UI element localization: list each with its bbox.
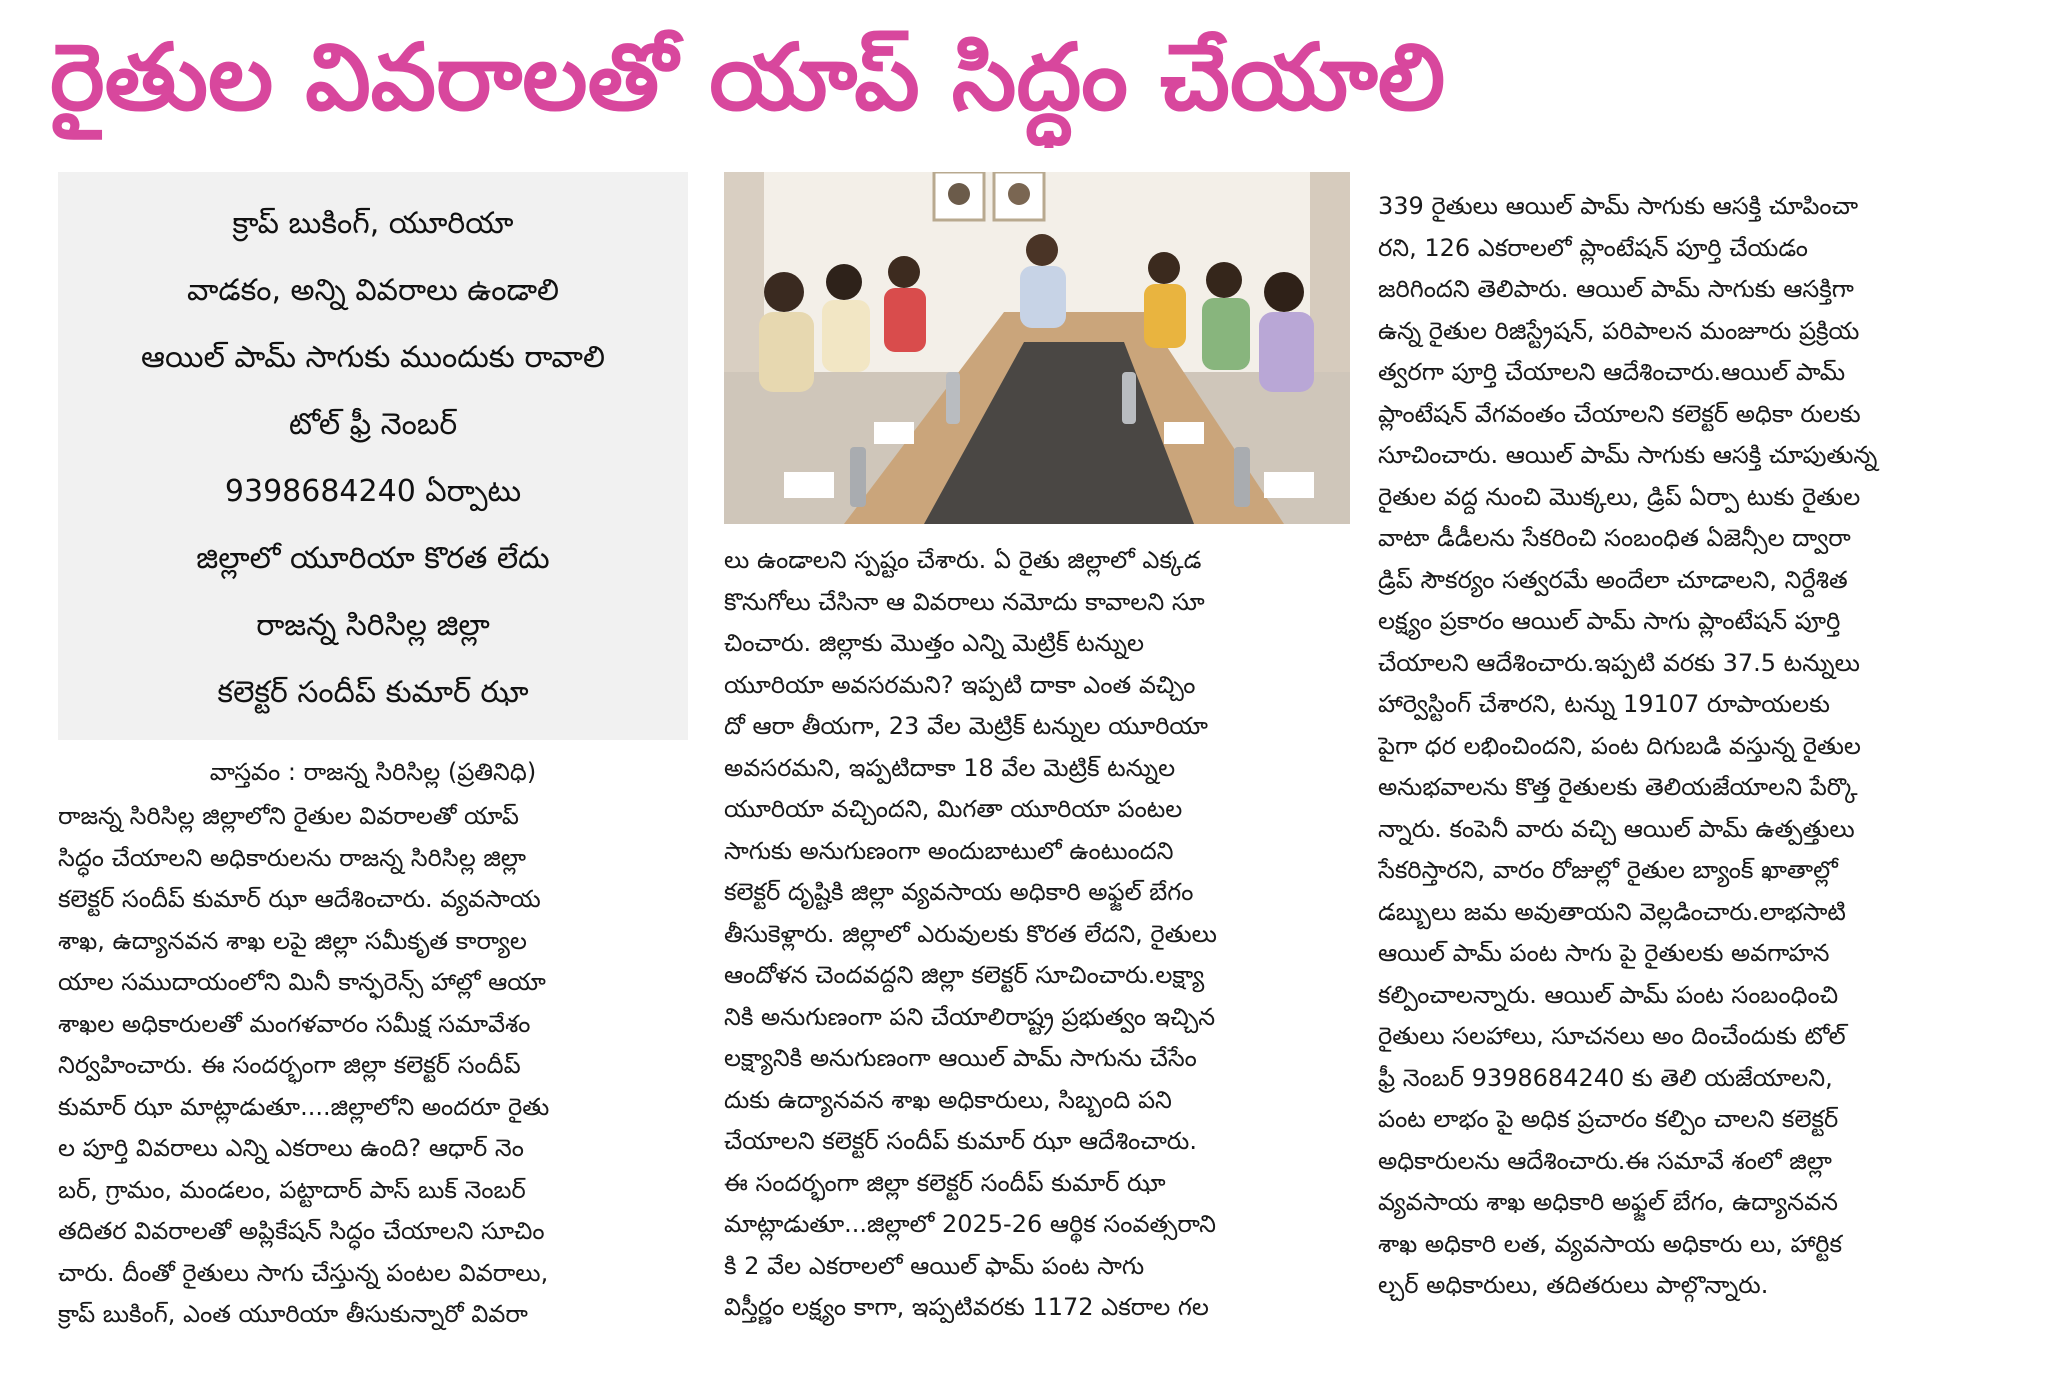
article-text-line: న్నారు. కంపెనీ వారు వచ్చి ఆయిల్ పామ్ ఉత్పత్తులు [1378,814,1855,843]
article-text-line: అవసరమని, ఇప్పటిదాకా 18 వేల మెట్రిక్ టన్నుల [724,753,1176,782]
article-text-line: ఉన్న రైతుల రిజిస్ట్రేషన్, పరిపాలన మంజూరు ప్రక్రియ [1378,316,1860,345]
article-text-line: వ్యవసాయ శాఖ అధికారి అఫ్జల్ బేగం, ఉద్యానవన [1378,1188,1839,1216]
article-text-line: త్వరగా పూర్తి చేయాలని ఆదేశించారు.ఆయిల్ పామ్ [1378,358,1846,386]
article-text-line: నికి అనుగుణంగా పని చేయాలిరాష్ట్ర ప్రభుత్వం ఇచ్చిన [724,1002,1216,1031]
article-text-line: మాట్లాడుతూ...జిల్లాలో 2025-26 ఆర్థిక సంవత్సరాని [724,1210,1217,1238]
article-text-line: యూరియా వచ్చిందని, మిగతా యూరియా పంటల [724,795,1183,823]
article-text-line: ప్లాంటేషన్ వేగవంతం చేయాలని కలెక్టర్ అధికా రులకు [1378,399,1861,428]
article-text-line: చేయాలని కలెక్టర్ సందీప్ కుమార్ ఝా ఆదేశించారు. [724,1127,1197,1155]
article-text-line: డబ్బులు జమ అవుతాయని వెల్లడించారు.లాభసాటి [1378,897,1846,926]
article-text-line: నిర్వహించారు. ఈ సందర్భంగా జిల్లా కలెక్టర్ సందీప్ [58,1051,521,1079]
highlight-line: కలెక్టర్ సందీప్ కుమార్ ఝా [217,675,529,710]
article-text-line: పైగా ధర లభించిందని, పంట దిగుబడి వస్తున్న రైతుల [1378,731,1861,760]
article-text-line: కొనుగోలు చేసినా ఆ వివరాలు నమోదు కావాలని సూ [724,587,1205,616]
article-text-line: దో ఆరా తీయగా, 23 వేల మెట్రిక్ టన్నుల యూరియా [724,712,1208,740]
article-text-line: రని, 126 ఎకరాలలో ప్లాంటేషన్ పూర్తి చేయడం [1378,233,1808,262]
article-text-line: ఈ సందర్భంగా జిల్లా కలెక్టర్ సందీప్ కుమార్ ఝా [724,1168,1166,1197]
article-text-line: శాఖ అధికారి లత, వ్యవసాయ అధికారు లు, హార్టిక [1378,1229,1843,1258]
article-text-line: చేయాలని ఆదేశించారు.ఇప్పటి వరకు 37.5 టన్నులు [1378,648,1860,677]
article-text-line: అనుభవాలను కొత్త రైతులకు తెలియజేయాలని పేర్కొ [1378,773,1858,801]
article-text-line: శాఖల అధికారులతో మంగళవారం సమీక్ష సమావేశం [58,1009,531,1038]
article-text-line: తదితర వివరాలతో అప్లికేషన్ సిద్ధం చేయాలని సూచిం [58,1217,545,1245]
highlight-line: ఆయిల్ పామ్ సాగుకు ముందుకు రావాలి [141,340,605,375]
highlights-box [58,172,688,740]
article-text-line: సిద్ధం చేయాలని అధికారులను రాజన్న సిరిసిల్ల జిల్లా [58,843,527,872]
article-text-line: యాల సముదాయంలోని మినీ కాన్ఫరెన్స్ హాల్లో ఆయా [58,968,546,996]
article-text-line: లు ఉండాలని స్పష్టం చేశారు. ఏ రైతు జిల్లాలో ఎక్కడ [724,546,1202,574]
meeting-photo [724,172,1350,524]
article-text-line: కలెక్టర్ సందీప్ కుమార్ ఝా ఆదేశించారు. వ్యవసాయ [58,885,541,913]
article-column-1 [58,796,692,1336]
dateline: వాస్తవం : రాజన్న సిరిసిల్ల (ప్రతినిధి) [209,758,537,786]
article-text-line: సేకరిస్తారని, వారం రోజుల్లో రైతుల బ్యాంక్ ఖాతాల్లో [1378,856,1838,884]
article-text-line: కల్పించాలన్నారు. ఆయిల్ పామ్ పంట సంబంధించి [1378,980,1839,1009]
highlight-line: రాజన్న సిరిసిల్ల జిల్లా [256,608,490,643]
article-text-line: హార్వెస్టింగ్ చేశారని, టన్ను 19107 రూపాయలకు [1378,690,1830,718]
highlight-line: వాడకం, అన్ని వివరాలు ఉండాలి [186,273,560,308]
article-column-2 [724,540,1350,1329]
article-text-line: రైతుల వద్ద నుంచి మొక్కలు, డ్రిప్ ఏర్పా టుకు రైతుల [1378,482,1861,511]
highlight-line: క్రాప్ బుకింగ్, యూరియా [232,206,514,241]
article-text-line: కుమార్ ఝా మాట్లాడుతూ....జిల్లాలోని అందరూ రైతు [58,1092,550,1121]
article-text-line: చించారు. జిల్లాకు మొత్తం ఎన్ని మెట్రిక్ టన్నుల [724,629,1145,657]
article-column-3 [1378,186,2018,1307]
highlight-line: 9398684240 ఏర్పాటు [224,474,522,509]
highlight-line: టోల్ ఫ్రీ నెంబర్ [288,407,458,442]
article-text-line: క్రాప్ బుకింగ్, ఎంత యూరియా తీసుకున్నారో వివరా [58,1300,528,1328]
highlight-line: జిల్లాలో యూరియా కొరత లేదు [196,541,550,576]
article-text-line: ఫ్రీ నెంబర్ 9398684240 కు తెలి యజేయాలని, [1378,1063,1833,1092]
meeting-photo-icon [724,172,1350,524]
article-text-line: ల పూర్తి వివరాలు ఎన్ని ఎకరాలు ఉంది? ఆధార్ నెం [58,1134,524,1162]
article-text-line: చారు. దీంతో రైతులు సాగు చేస్తున్న పంటల వివరాలు, [58,1258,549,1287]
article-text-line: కి 2 వేల ఎకరాలలో ఆయిల్ ఫామ్ పంట సాగు [724,1251,1145,1280]
article-text-line: ఆందోళన చెందవద్దని జిల్లా కలెక్టర్ సూచించారు.లక్ష్యా [724,961,1205,989]
article-text-line: యూరియా అవసరమని? ఇప్పటి దాకా ఎంత వచ్చిం [724,670,1196,699]
article-text-line: ఆయిల్ పామ్ పంట సాగు పై రైతులకు అవగాహన [1378,939,1830,967]
article-text-line: పంట లాభం పై అధిక ప్రచారం కల్పిం చాలని కలెక్టర్ [1378,1105,1839,1133]
article-text-line: దుకు ఉద్యానవన శాఖ అధికారులు, సిబ్బంది పని [724,1085,1172,1114]
article-text-line: డ్రిప్ సౌకర్యం సత్వరమే అందేలా చూడాలని, నిర్దేశిత [1378,565,1848,594]
article-text-line: కలెక్టర్ దృష్టికి జిల్లా వ్యవసాయ అధికారి అఫ్జల్ బేగం [724,878,1194,906]
article-text-line: రైతులు సలహాలు, సూచనలు అం దించేందుకు టోల్ [1378,1022,1846,1050]
article-text-line: బర్, గ్రామం, మండలం, పట్టాదార్ పాస్ బుక్ నెంబర్ [58,1175,526,1204]
article-text-line: అధికారులను ఆదేశించారు.ఈ సమావే శంలో జిల్లా [1378,1146,1832,1175]
article-text-line: జరిగిందని తెలిపారు. ఆయిల్ పామ్ సాగుకు ఆసక్తిగా [1378,275,1854,303]
article-text-line: లక్ష్యం ప్రకారం ఆయిల్ పామ్ సాగు ప్లాంటేషన్ పూర్తి [1378,607,1841,635]
article-text-line: ల్చర్ అధికారులు, తదితరులు పాల్గొన్నారు. [1378,1271,1769,1299]
article-text-line: రాజన్న సిరిసిల్ల జిల్లాలోని రైతుల వివరాలతో యాప్ [58,802,519,830]
article-text-line: లక్ష్యానికి అనుగుణంగా ఆయిల్ పామ్ సాగును చేసేం [724,1044,1197,1072]
article-text-line: వాటా డీడీలను సేకరించి సంబంధిత ఏజెన్సీల ద్వారా [1378,524,1851,552]
article-text-line: విస్తీర్ణం లక్ష్యం కాగా, ఇప్పటివరకు 1172 ఎకరాల గల [724,1293,1209,1321]
article-text-line: సాగుకు అనుగుణంగా అందుబాటులో ఉంటుందని [724,836,1174,865]
article-text-line: 339 రైతులు ఆయిల్ పామ్ సాగుకు ఆసక్తి చూపించా [1378,192,1859,220]
headline: రైతుల వివరాలతో యాప్ సిద్ధం చేయాలి [50,24,1446,131]
article-text-line: సూచించారు. ఆయిల్ పామ్ సాగుకు ఆసక్తి చూపుతున్న [1378,441,1878,469]
article-text-line: తీసుకెళ్లారు. జిల్లాలో ఎరువులకు కొరత లేదని, రైతులు [724,919,1217,948]
article-text-line: శాఖ, ఉద్యానవన శాఖ లపై జిల్లా సమీకృత కార్యాల [58,926,527,955]
